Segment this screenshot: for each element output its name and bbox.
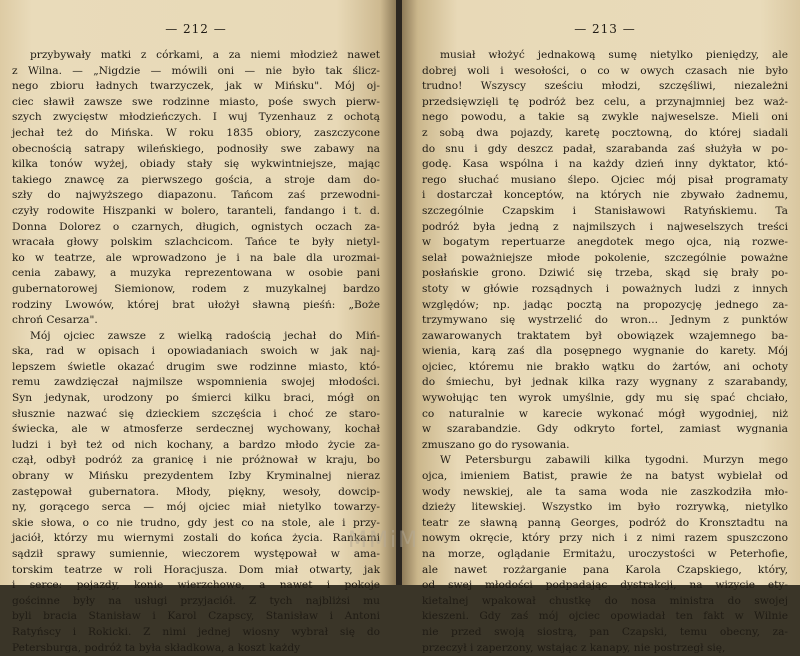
text-line: wody newskiej, ale ta sama woda nie zaszkodziła mło- bbox=[422, 485, 788, 498]
text-line: czyły rodowite Hiszpanki w bolero, taranteli, fandango i t. d. bbox=[12, 204, 380, 217]
paragraph bbox=[422, 48, 788, 453]
text-line: wywołując ten wyrok umyślnie, gdy mu się spać chciało, bbox=[422, 392, 788, 405]
text-line: gościnne były na usługi przyjaciół. Z tych najbliżsi mu bbox=[12, 594, 380, 607]
page-number-left: — 212 — bbox=[165, 22, 227, 36]
left-page bbox=[0, 0, 396, 654]
text-line: ny, gorącego serca — mój ojciec miał nietylko towarzy- bbox=[12, 501, 380, 514]
text-line: kieszeni. Gdy zaś mój ojciec opowiadał ten fakt w Wilnie bbox=[422, 610, 788, 623]
text-line: skie słowa, o co nie trudno, gdy jest co na stole, ale i przy- bbox=[12, 516, 380, 529]
text-line: lepszem świetle okazać drugim swe rodzinne miasto, któ- bbox=[12, 360, 380, 373]
text-line: przedsięwzięli tę podróż bez celu, a przynajmniej bez waż- bbox=[422, 95, 788, 108]
text-line: na morze, oglądanie Ermitażu, uroczystości w Peterhofie, bbox=[422, 548, 788, 560]
text-line: takiego znawcę za pierwszego gościa, a stroje dam do- bbox=[12, 173, 380, 186]
text-line: remu zawdzięczał najmilsze wspomnienia swojej młodości. bbox=[12, 376, 380, 389]
text-line: Petersburga, podróż ta była składkowa, a koszt każdy bbox=[12, 641, 301, 654]
text-line: godę. Kasa wspólna i na każdy dzień inny dyktator, któ- bbox=[422, 158, 788, 171]
text-line: zastępował gubernatora. Młody, piękny, wesoły, dowcip- bbox=[12, 485, 380, 498]
text-line: posłańskie grono. Dziwić się trzeba, skąd się brały po- bbox=[422, 267, 788, 280]
text-line: z sobą dwa pojazdy, karetę pocztowną, do której siadali bbox=[422, 126, 788, 139]
text-line: byli bracia Stanisław i Karol Czapscy, Stanisław i Antoni bbox=[12, 610, 380, 623]
text-line: ludzi i był też od nich kochany, a bardzo młodo życie za- bbox=[12, 438, 380, 451]
text-line: selał poważniejsze młode pokolenie, szczególnie poważne bbox=[422, 251, 788, 264]
text-line: ciec sławił zawsze swe rodzinne miasto, pośe swych pierw- bbox=[12, 95, 380, 108]
text-line: trzymywano się wystrzelić do wron... Jednym z punktów bbox=[422, 314, 788, 327]
text-line: jechał też do Mińska. W roku 1835 obiory, zaszczycone bbox=[12, 126, 380, 139]
text-line: ale nawet rozżarganie pana Karola Czapskiego, który, bbox=[422, 563, 788, 576]
text-line: szych zwycięstw młodzieńczych. I wuj Tyzenhauz z ochotą bbox=[12, 111, 380, 124]
text-line: czął, odbył podróż za granicę i nie próżnował w kraju, bo bbox=[12, 454, 380, 467]
text-line: w bogatym repertuarze anegdotek mego ojca, nią rozwe- bbox=[422, 236, 788, 249]
text-line: względów; np. jadąc pocztą na propozycję jednego za- bbox=[422, 298, 788, 311]
text-line: nie przed swoją siostrą, pan Czapski, temu obecny, za- bbox=[422, 625, 788, 638]
paragraph bbox=[12, 48, 380, 329]
text-line: nego zbioru ładnych twarzyczek, jak w Mińsku". Mój oj- bbox=[12, 80, 380, 93]
text-line: od swej młodości podpadając dystrakcji, na wizycie ety- bbox=[422, 579, 788, 592]
text-line: dzieży litewskiej. Wszystko im było rozrywką, nietylko bbox=[422, 501, 788, 514]
text-line: dobrej woli i wesołości, o co w owych czasach nie było bbox=[422, 64, 788, 77]
text-line: Ratyńscy i Rokicki. Z nimi jednej wiosny wybrał się do bbox=[12, 625, 380, 638]
text-line: ska, rad w opisach i opowiadaniach swoich w jak naj- bbox=[12, 345, 380, 358]
right-page-text bbox=[422, 48, 788, 656]
paragraph bbox=[12, 329, 380, 656]
text-line: wienia, karą zaś dla posępnego wygnanie do karety. Mój bbox=[422, 345, 788, 358]
text-line: musiał włożyć jednakową sumę nietylko pieniędzy, ale bbox=[440, 49, 788, 61]
text-line: gubernatorowej Siemionow, rodem z muzykalnej bardzo bbox=[12, 282, 380, 295]
text-line: szły do najwyższego diapazonu. Tańcom zaś przewodni- bbox=[12, 189, 380, 202]
text-line: wracała głowy polskim szlachcicom. Tańce te były nietyl- bbox=[12, 236, 380, 249]
text-line: sądził sprawy sumiennie, wieczorem występował w ama- bbox=[12, 548, 380, 560]
text-line: co naturalnie w karecie wykonać mógł wygodniej, niż bbox=[422, 407, 788, 420]
text-line: torskim teatrze w roli Horacjusza. Dom miał otwarty, jak bbox=[12, 563, 380, 576]
text-line: zawarowanych traktatem był obowiązek wzajemnego ba- bbox=[422, 329, 788, 342]
text-line: przybywały matki z córkami, a za niemi młodzież nawet bbox=[30, 49, 380, 61]
text-line: do śmiechu, był jednak kilka razy wygnany z szarabandy, bbox=[422, 376, 788, 389]
text-line: stoty w główie rozsądnych i poważnych ludzi z innych bbox=[422, 282, 788, 295]
text-line: przeczył i zaperzony, wstając z kanapy, nie postrzegł się, bbox=[422, 641, 726, 654]
text-line: i dostarczał konceptów, na których nie zbywało żadnemu, bbox=[422, 189, 788, 202]
text-line: jaciół, którzy mu wiernymi zostali do końca życia. Rankami bbox=[12, 532, 380, 545]
text-line: obrany w Mińsku prezydentem Izby Kryminalnej nieraz bbox=[12, 470, 380, 483]
text-line: nowym okręcie, który przy nich i z nimi razem spuszczono bbox=[422, 532, 788, 545]
text-line: Mój ojciec zawsze z wielką radością jechał do Miń- bbox=[30, 329, 380, 342]
text-line: ojciec, któremu nie brakło wątku do żartów, ani ochoty bbox=[422, 360, 788, 373]
text-line: nego powodu, a takie są zwykle najweselsze. Mieli oni bbox=[422, 111, 788, 124]
text-line: cenia zabawy, a muzyka reprezentowana w osobie pani bbox=[12, 267, 380, 280]
text-line: z Wilna. — „Nigdzie — mówili oni — nie było tak ślicz- bbox=[12, 64, 380, 77]
text-line: rego słuchać musiano ślepo. Ojciec mój pisał programaty bbox=[422, 173, 788, 186]
paragraph bbox=[422, 453, 788, 656]
text-line: słusznie nazwać się dzieckiem szczęścia i choć ze staro- bbox=[12, 407, 380, 420]
text-line: Donna Dolorez o czarnych, długich, ognistych oczach za- bbox=[12, 220, 380, 233]
text-line: trudno! Wszyscy sześciu młodzi, szczęśliwi, niezależni bbox=[422, 80, 788, 93]
text-line: W Petersburgu zabawili kilka tygodni. Murzyn mego bbox=[440, 454, 788, 467]
text-line: do snu i gdy deszcz padał, szarabanda zaś służyła w po- bbox=[422, 142, 788, 155]
text-line: rodziny Lwowów, której brat ułożył sławną pieśń: „Boże bbox=[12, 298, 380, 311]
text-line: podróż była jedną z najmilszych i najweselszych treści bbox=[422, 220, 788, 233]
text-line: ko w teatrze, ale wprowadzono je i na bale dla urozmai- bbox=[12, 251, 380, 264]
text-line: kietalnej wpakował chustkę do nosa ministra do swojej bbox=[422, 594, 788, 607]
text-line: i serce: pojazdy, konie wierzchowe, a nawet i pokoje bbox=[12, 579, 380, 592]
text-line: kilka tonów wyżej, obiady stały się wykwintniejsze, mając bbox=[12, 158, 380, 171]
text-line: w szarabandzie. Gdy odkryto fortel, zamiast wygnania bbox=[422, 423, 788, 436]
text-line: zmuszano go do rysowania. bbox=[422, 438, 570, 451]
text-line: teatr ze sławną panną Georges, podróż do Kronsztadtu na bbox=[422, 516, 788, 529]
right-page bbox=[402, 0, 800, 654]
page-number-right: — 213 — bbox=[574, 22, 636, 36]
text-line: Syn jedynak, urodzony po śmierci kilku braci, mógł on bbox=[12, 392, 380, 405]
text-line: świecka, ale w atmosferze serdecznej wychowany, kochał bbox=[12, 423, 380, 436]
left-page-text bbox=[12, 48, 380, 656]
library-watermark: MMiM bbox=[348, 528, 420, 553]
text-line: szczególnie Czapskim i Stanisławowi Ratyńskiemu. Ta bbox=[422, 204, 788, 217]
text-line: obecnością satrapy wileńskiego, podnosiły swe zabawy na bbox=[12, 142, 380, 155]
text-line: ojca, imieniem Batist, prawie że na batyst wybielał od bbox=[422, 470, 788, 483]
text-line: chroń Cesarza". bbox=[12, 314, 98, 327]
